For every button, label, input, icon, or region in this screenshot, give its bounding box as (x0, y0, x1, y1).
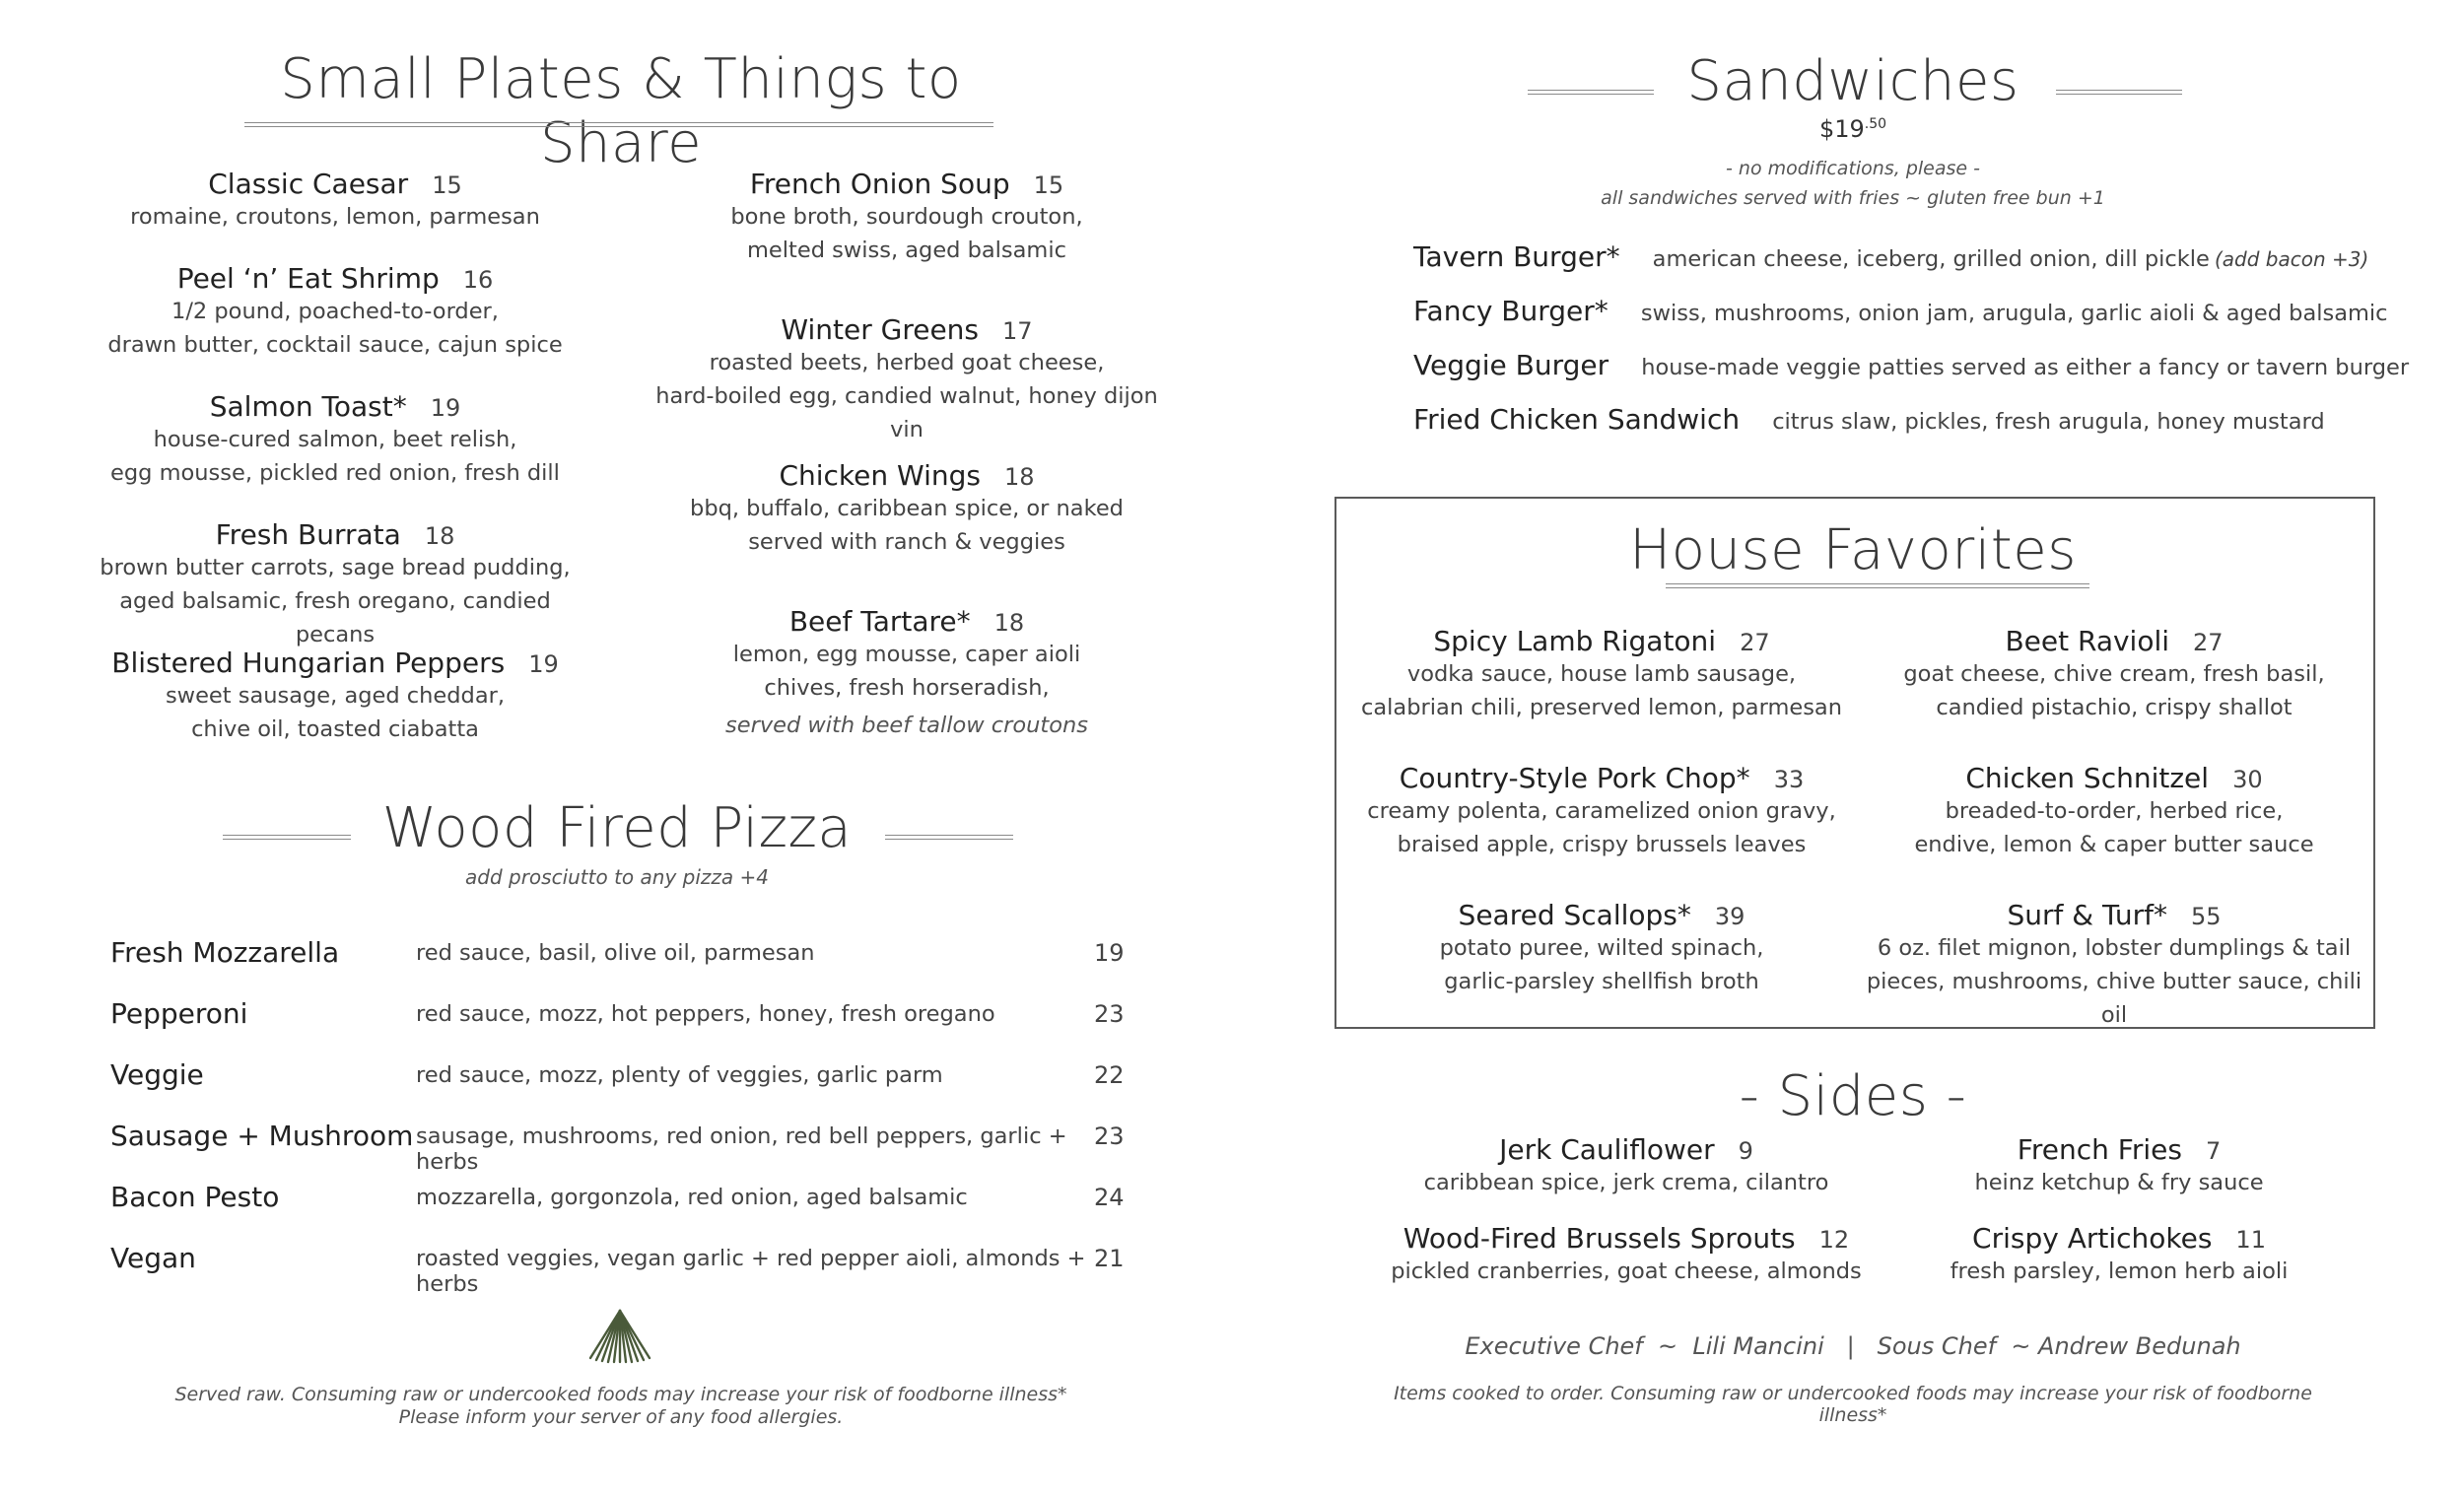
item-name: Salmon Toast* (209, 390, 407, 423)
item-desc: bone broth, sourdough crouton, (730, 204, 1083, 230)
item-desc: lemon, egg mousse, caper aioli (732, 642, 1081, 667)
item-desc: calabrian chili, preserved lemon, parmesan (1361, 695, 1842, 720)
pizza-desc: red sauce, mozz, plenty of veggies, garlic parm (416, 1062, 943, 1088)
item-desc: garlic-parsley shellfish broth (1444, 969, 1759, 994)
sandwich-row (1413, 240, 2368, 273)
item-price: 15 (1033, 171, 1064, 199)
sides-right-column (1882, 1133, 2356, 1288)
item-price: 27 (2193, 629, 2224, 656)
item-name: Winter Greens (781, 313, 980, 346)
item-price: 55 (2190, 903, 2222, 930)
sides-title: - Sides - (1739, 1064, 1967, 1128)
item-desc: 1/2 pound, poached-to-order, (171, 299, 499, 324)
sandwich-row (1413, 349, 2409, 381)
item-name: Peel ‘n’ Eat Shrimp (176, 262, 440, 295)
sandwiches-note-modifications: - no modifications, please - (1726, 158, 1980, 179)
item-name: Beet Ravioli (2005, 625, 2170, 657)
item-desc: heinz ketchup & fry sauce (1974, 1170, 2264, 1195)
sandwich-name: Fried Chicken Sandwich (1413, 403, 1741, 436)
menu-item (1863, 762, 2365, 899)
sandwich-desc: house-made veggie patties served as either a fancy or tavern burger (1641, 355, 2410, 380)
pizza-price: 24 (1094, 1184, 1125, 1211)
item-price: 19 (528, 650, 559, 678)
item-price: 18 (993, 609, 1025, 637)
item-name: Seared Scallops* (1458, 899, 1691, 931)
item-desc: egg mousse, pickled red onion, fresh dill (110, 460, 560, 486)
sandwich-desc: american cheese, iceberg, grilled onion, dill pickle (1652, 246, 2210, 272)
item-price: 39 (1714, 903, 1745, 930)
pizza-title: Wood Fired Pizza (381, 796, 853, 860)
item-name: Fresh Burrata (215, 518, 401, 551)
pizza-row (110, 997, 1135, 1058)
sandwiches-title: Sandwiches (1686, 49, 2019, 113)
pizza-name: Veggie (110, 1058, 204, 1091)
item-price: 27 (1740, 629, 1770, 656)
item-name: Spicy Lamb Rigatoni (1433, 625, 1717, 657)
pizza-name: Sausage + Mushroom (110, 1120, 414, 1152)
item-name: Classic Caesar (208, 168, 409, 200)
item-price: 17 (1002, 317, 1033, 345)
item-desc: braised apple, crispy brussels leaves (1397, 832, 1807, 857)
item-desc: roasted beets, herbed goat cheese, (709, 350, 1105, 375)
item-desc: vodka sauce, house lamb sausage, (1406, 661, 1797, 687)
item-desc: house-cured salmon, beet relish, (153, 427, 517, 452)
item-price: 18 (424, 522, 455, 550)
item-desc: served with ranch & veggies (748, 529, 1065, 555)
pizza-name: Fresh Mozzarella (110, 936, 340, 969)
item-desc: aged balsamic, fresh oregano, candied pecans (119, 588, 551, 647)
menu-item (1360, 762, 1843, 899)
side-item (1882, 1133, 2356, 1222)
item-desc: pieces, mushrooms, chive butter sauce, chili oil (1866, 969, 2362, 1028)
item-desc: pickled cranberries, goat cheese, almonds (1391, 1258, 1862, 1284)
item-desc: romaine, croutons, lemon, parmesan (130, 204, 540, 230)
small-plates-right-column (650, 168, 1163, 742)
item-price: 12 (1818, 1226, 1850, 1254)
item-name: Blistered Hungarian Peppers (111, 646, 506, 679)
small-plates-title: Small Plates & Things to Share (280, 47, 962, 175)
item-desc: creamy polenta, caramelized onion gravy, (1367, 798, 1836, 824)
pizza-subtitle: add prosciutto to any pizza +4 (465, 865, 769, 889)
menu-item (650, 168, 1163, 313)
side-item (1390, 1222, 1863, 1288)
left-footer-disclaimer (128, 1384, 1114, 1429)
menu-item (89, 390, 582, 518)
item-price: 19 (430, 394, 461, 422)
side-item (1882, 1222, 2356, 1288)
chef-credits: Executive Chef ~ Lili Mancini | Sous Chef ~ Andrew Bedunah (1465, 1332, 2241, 1360)
price-main: $19 (1818, 115, 1865, 143)
sandwiches-title-rule-right (2056, 90, 2182, 95)
item-desc: 6 oz. filet mignon, lobster dumplings & tail (1877, 935, 2352, 961)
menu-item (89, 262, 582, 390)
item-desc: goat cheese, chive cream, fresh basil, (1903, 661, 2325, 687)
item-name: Chicken Wings (779, 459, 981, 492)
pizza-desc: red sauce, basil, olive oil, parmesan (416, 940, 815, 966)
item-name: Country-Style Pork Chop* (1399, 762, 1750, 794)
sandwich-row (1413, 403, 2325, 436)
pizza-row (110, 936, 1135, 997)
pizza-title-rule-right (885, 835, 1013, 840)
pizza-desc: red sauce, mozz, hot peppers, honey, fresh oregano (416, 1001, 995, 1027)
item-desc: brown butter carrots, sage bread pudding, (100, 555, 571, 580)
item-price: 7 (2205, 1137, 2222, 1165)
house-favorites-title-rule (1666, 583, 2089, 588)
sandwich-desc: swiss, mushrooms, onion jam, arugula, garlic aioli & aged balsamic (1640, 301, 2388, 326)
item-price: 30 (2232, 766, 2263, 793)
sandwiches-note-fries: all sandwiches served with fries ~ gluten free bun +1 (1601, 187, 2105, 209)
item-desc: melted swiss, aged balsamic (747, 238, 1066, 263)
sandwich-name: Tavern Burger* (1413, 240, 1620, 273)
disclaimer-line: Served raw. Consuming raw or undercooked foods may increase your risk of foodborne illness* (174, 1384, 1067, 1405)
item-desc: breaded-to-order, herbed rice, (1945, 798, 2284, 824)
item-desc: bbq, buffalo, caribbean spice, or naked (690, 496, 1124, 521)
menu-item (1863, 625, 2365, 762)
item-name: Wood-Fired Brussels Sprouts (1403, 1222, 1796, 1255)
item-name: French Onion Soup (749, 168, 1010, 200)
menu-item (1863, 899, 2365, 1032)
menu-item (650, 459, 1163, 605)
sandwich-name: Veggie Burger (1413, 349, 1609, 381)
item-name: Crispy Artichokes (1972, 1222, 2213, 1255)
sides-left-column (1390, 1133, 1863, 1288)
menu-item (89, 168, 582, 262)
item-name: Jerk Cauliflower (1499, 1133, 1715, 1166)
item-desc: potato puree, wilted spinach, (1439, 935, 1764, 961)
menu-item (1360, 625, 1843, 762)
item-note: served with beef tallow croutons (725, 713, 1088, 738)
menu-item (89, 518, 582, 646)
item-name: Surf & Turf* (2007, 899, 2167, 931)
house-favorites-title: House Favorites (1629, 518, 2077, 582)
item-price: 18 (1003, 463, 1035, 491)
pizza-name: Bacon Pesto (110, 1181, 280, 1213)
restaurant-logo-icon (587, 1309, 652, 1364)
item-price: 11 (2235, 1226, 2266, 1254)
right-footer-disclaimer: Items cooked to order. Consuming raw or undercooked foods may increase your risk of foodborne illness* (1394, 1383, 2312, 1426)
sandwiches-title-rule-left (1528, 90, 1654, 95)
sandwich-desc: citrus slaw, pickles, fresh arugula, honey mustard (1772, 409, 2325, 435)
sandwich-name: Fancy Burger* (1413, 295, 1608, 327)
item-desc: chive oil, toasted ciabatta (191, 716, 479, 742)
item-price: 9 (1738, 1137, 1753, 1165)
side-item (1390, 1133, 1863, 1222)
sandwiches-price (1754, 115, 1951, 143)
small-plates-title-rule (244, 122, 993, 127)
item-price: 33 (1773, 766, 1805, 793)
menu-item (650, 313, 1163, 459)
menu-item (650, 605, 1163, 742)
house-favorites-left-column (1360, 625, 1843, 998)
item-desc: sweet sausage, aged cheddar, (165, 683, 506, 709)
pizza-list (110, 936, 1135, 1303)
pizza-price: 19 (1094, 939, 1125, 967)
pizza-desc: mozzarella, gorgonzola, red onion, aged balsamic (416, 1185, 968, 1210)
item-desc: endive, lemon & caper butter sauce (1914, 832, 2314, 857)
item-price: 16 (462, 266, 494, 294)
item-desc: candied pistachio, crispy shallot (1936, 695, 2293, 720)
menu-item (1360, 899, 1843, 998)
item-desc: fresh parsley, lemon herb aioli (1950, 1258, 2289, 1284)
pizza-desc: sausage, mushrooms, red onion, red bell peppers, garlic + herbs (416, 1123, 1067, 1175)
pizza-row (110, 1120, 1135, 1181)
pizza-price: 22 (1094, 1061, 1125, 1089)
menu-item (89, 646, 582, 746)
pizza-price: 23 (1094, 1000, 1125, 1028)
allergy-line: Please inform your server of any food allergies. (398, 1406, 844, 1428)
pizza-row (110, 1058, 1135, 1120)
pizza-name: Pepperoni (110, 997, 248, 1030)
item-name: French Fries (2017, 1133, 2182, 1166)
pizza-row (110, 1242, 1135, 1303)
pizza-desc: roasted veggies, vegan garlic + red pepper aioli, almonds + herbs (416, 1246, 1086, 1297)
item-name: Chicken Schnitzel (1965, 762, 2210, 794)
pizza-price: 23 (1094, 1122, 1125, 1150)
price-cents: .50 (1864, 116, 1887, 132)
house-favorites-right-column (1863, 625, 2365, 1032)
sandwich-row (1413, 295, 2388, 327)
pizza-row (110, 1181, 1135, 1242)
item-desc: caribbean spice, jerk crema, cilantro (1423, 1170, 1829, 1195)
item-price: 15 (432, 171, 462, 199)
item-name: Beef Tartare* (788, 605, 971, 638)
item-desc: chives, fresh horseradish, (764, 675, 1050, 701)
sandwich-extra: (add bacon +3) (2215, 247, 2369, 271)
pizza-price: 21 (1094, 1245, 1125, 1272)
pizza-name: Vegan (110, 1242, 196, 1274)
small-plates-left-column (89, 168, 582, 746)
item-desc: drawn butter, cocktail sauce, cajun spice (107, 332, 563, 358)
pizza-title-rule-left (223, 835, 351, 840)
item-desc: hard-boiled egg, candied walnut, honey dijon vin (655, 383, 1158, 442)
